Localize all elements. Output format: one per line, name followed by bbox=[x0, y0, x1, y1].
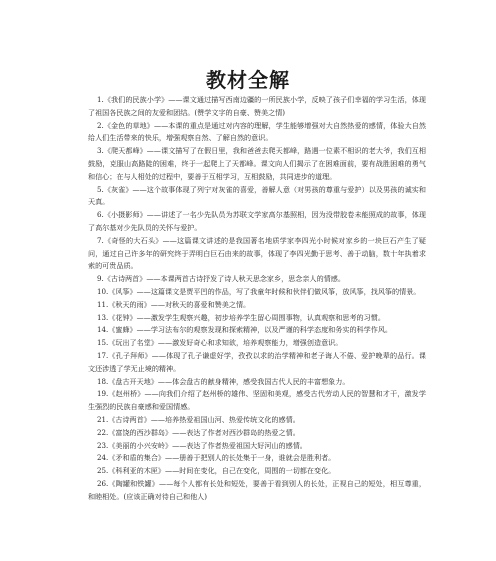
document-body bbox=[88, 94, 426, 504]
list-item: 13.《花钟》——激发学生观察兴趣，初步培养学生留心周围事物，认真观察和思考的习惯。 bbox=[97, 312, 385, 322]
list-item: 6.《小摄影师》——讲述了一名少先队员为苏联文学家高尔基照相，因为没带胶卷未能照成的故事，体现了高尔基对少先队员的关怀与爱护。 bbox=[88, 210, 426, 232]
list-item: 1.《我们的民族小学》——课文通过描写西南边疆的一所民族小学，反映了孩子们幸福的学习生活，体现了祖国各民族之间的友爱和团结。(赞学文字的自豪、赞美之情) bbox=[88, 95, 426, 117]
list-item: 10.《风筝》——这篇课文是贾平凹的作品，写了我童年时候和伙伴们做风筝，放风筝，找风筝的情景。 bbox=[97, 286, 421, 296]
document-title: 教材全解 bbox=[206, 68, 290, 92]
list-item: 9.《古诗两首》——本课两首古诗抒发了诗人秋天思念家乡，思念亲人的情感。 bbox=[97, 274, 345, 284]
list-item: 24.《矛和盾的集合》——册善于把别人的长处集于一身，谁就会是胜利者。 bbox=[97, 453, 336, 463]
list-item: 11.《秋天的雨》——对秋天的喜爱和赞美之情。 bbox=[97, 299, 251, 309]
list-item: 21.《古诗两首》——培养热爱祖国山河、热爱传统文化的感情。 bbox=[97, 414, 300, 424]
list-item: 15.《玩出了名堂》——激发好奇心和求知欲，培养观察能力，增强创造意识。 bbox=[97, 338, 343, 348]
list-item: 2.《金色的草地》——本课的重点是通过对内容的理解，学生能够增强对大自然热爱的感情，体验大自然给人们生活带来的快乐，增强观察自然、了解自然的意识。 bbox=[88, 120, 426, 143]
list-item: 5.《灰雀》——这个故事体现了列宁对灰雀的喜爱，善解人意（对男孩的尊重与爱护）以及男孩的诚实和天真。 bbox=[88, 184, 426, 207]
list-item: 23.《美丽的小兴安岭》——表达了作者热爱祖国大好河山的感情。 bbox=[97, 440, 307, 450]
list-item: 7.《奇怪的大石头》——这篇课文讲述的是我国著名地质学家李四光小时候对家乡的一块巨石产生了疑问，通过自己许多年的研究终于弄明白巨石由来的故事，体现了李四光勤于思考、善于动脑，数十年执着求索的可贵品质。 bbox=[88, 235, 426, 271]
list-item: 18.《盘古开天地》——体会盘古的献身精神，感受我国古代人民的丰富想象力。 bbox=[97, 376, 350, 386]
list-item: 14.《蜜蜂》——学习法布尔的观察发现和探索精神，以及严谨的科学态度和务实的科学作风。 bbox=[97, 325, 393, 335]
list-item: 19.《赵州桥》——向我们介绍了赵州桥的雄伟、坚固和美观，感受古代劳动人民的智慧和才干，激发学生强烈的民族自豪感和爱国情感。 bbox=[88, 389, 426, 412]
list-item: 3.《爬天都峰》——课文描写了在假日里，我和爸爸去爬天都峰，路遇一位素不相识的老大爷，我们互相鼓励，克服山高路陡的困难，终于一起爬上了天都峰。课文向人们揭示了在困难面前，要有战胜困难的勇气和信心；在与人相处的过程中，要善于互相学习，互相鼓励，共同进步的道理。 bbox=[88, 146, 426, 181]
list-item: 17.《孔子拜师》——体现了孔子谦虚好学，孜孜以求的治学精神和老子诲人不倦、爱护晚辈的品行。课文还涉透了学无止境的精神。 bbox=[88, 350, 426, 373]
list-item: 25.《科利亚的木匣》——时间在变化，自己在变化，周围的一切都在变化。 bbox=[97, 466, 336, 476]
list-item: 22.《富饶的西沙群岛》——表达了作者对西沙群岛的热爱之情。 bbox=[97, 427, 300, 437]
list-item: 26.《陶罐和铁罐》——每个人都有长处和短处，要善于看到别人的长处，正视自己的短处，相互尊重，和睦相处。(应该正确对待自己和他人) bbox=[88, 478, 426, 501]
